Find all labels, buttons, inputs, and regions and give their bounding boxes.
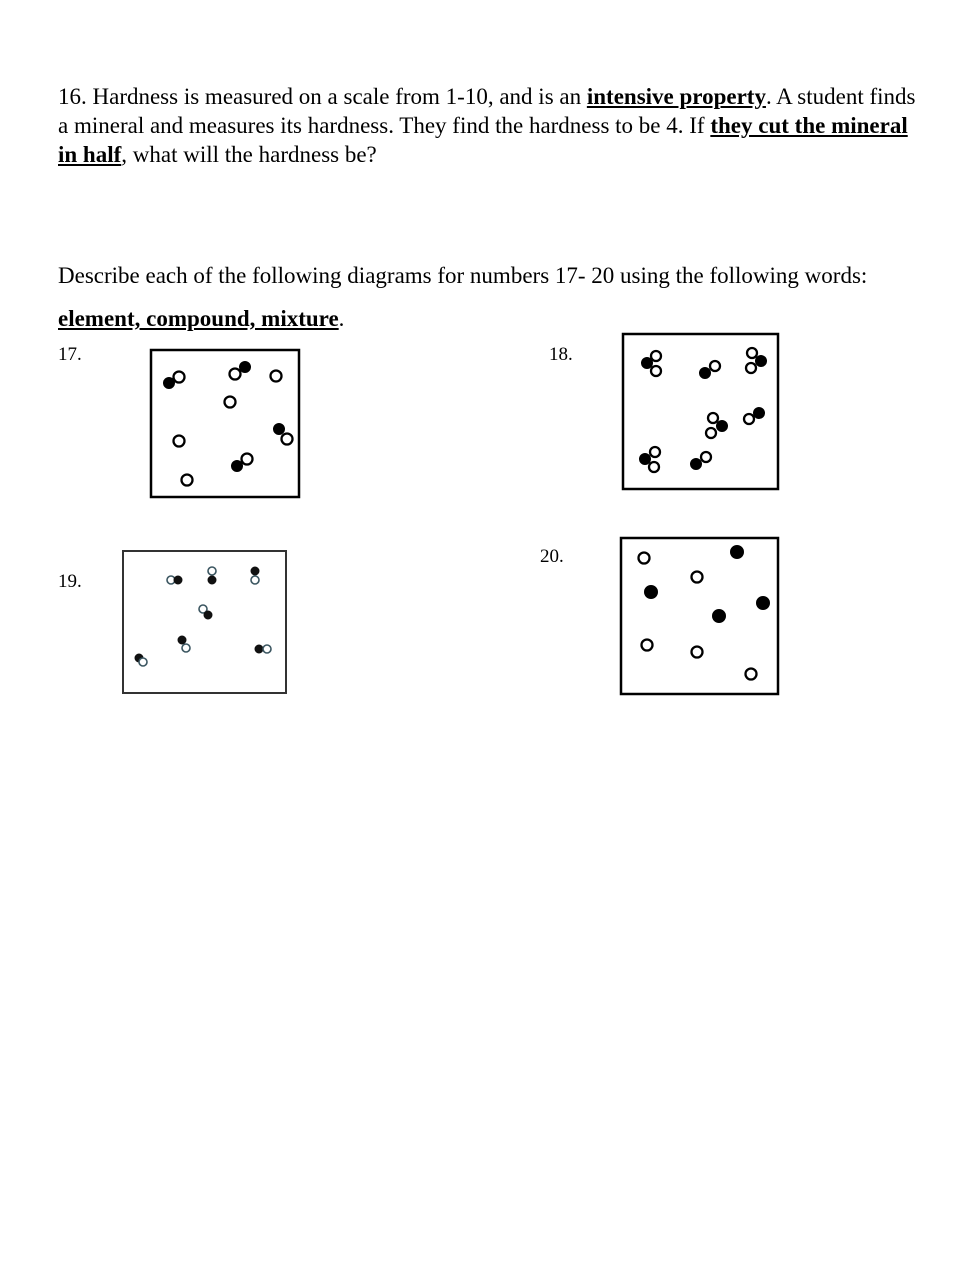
diagram-19-frame xyxy=(123,551,286,693)
question-16 xyxy=(58,82,928,169)
atom-white xyxy=(747,348,757,358)
atom-black xyxy=(645,586,658,599)
instructions-period: . xyxy=(338,306,345,331)
q16-text-1: 16. Hardness is measured on a scale from 1-10, and is an xyxy=(58,84,587,109)
atom-black xyxy=(757,597,770,610)
atom-white xyxy=(701,452,711,462)
atom-white xyxy=(271,371,282,382)
atom-black xyxy=(640,454,651,465)
q16-emphasis-cut-in-half: they cut the mineral in half xyxy=(58,113,908,167)
atom-black xyxy=(756,356,767,367)
atom-black xyxy=(251,567,259,575)
atom-white xyxy=(263,645,271,653)
atom-white xyxy=(174,436,185,447)
atom-white xyxy=(650,447,660,457)
atom-white xyxy=(230,369,241,380)
atom-white xyxy=(282,434,293,445)
atom-white xyxy=(139,658,147,666)
atom-black xyxy=(717,421,728,432)
atom-white xyxy=(649,462,659,472)
atom-white xyxy=(225,397,236,408)
diagram-17-number: 17. xyxy=(58,344,82,365)
atom-white xyxy=(642,640,653,651)
atom-black xyxy=(274,424,285,435)
atom-black xyxy=(208,576,216,584)
atom-white xyxy=(692,572,703,583)
atom-white xyxy=(692,647,703,658)
diagram-20 xyxy=(620,537,779,695)
atom-black xyxy=(204,611,212,619)
atom-black xyxy=(731,546,744,559)
atom-black xyxy=(178,636,186,644)
diagram-18-number: 18. xyxy=(549,344,573,365)
atom-black xyxy=(164,378,175,389)
atom-white xyxy=(251,576,259,584)
atom-white xyxy=(182,475,193,486)
atom-white xyxy=(746,363,756,373)
atom-black xyxy=(700,368,711,379)
q16-text-2: . A student finds a mineral and measures its hardness. They find the hardness to be 4. If xyxy=(58,84,916,138)
atom-white xyxy=(651,366,661,376)
q16-text-3: , what will the hardness be? xyxy=(121,142,377,167)
atom-white xyxy=(651,351,661,361)
atom-white xyxy=(706,428,716,438)
atom-white xyxy=(208,567,216,575)
atom-white xyxy=(639,553,650,564)
atom-black xyxy=(713,610,726,623)
atom-white xyxy=(744,414,754,424)
atom-white xyxy=(710,361,720,371)
diagram-18 xyxy=(622,333,779,490)
diagram-19 xyxy=(122,550,287,694)
atom-white xyxy=(746,669,757,680)
atom-black xyxy=(754,408,765,419)
diagram-19-number: 19. xyxy=(58,571,82,592)
atom-white xyxy=(174,372,185,383)
atom-white xyxy=(182,644,190,652)
atom-black xyxy=(255,645,263,653)
instructions-text: Describe each of the following diagrams for numbers 17- 20 using the following words: xyxy=(58,263,868,288)
instructions-17-20 xyxy=(58,254,938,340)
atom-black xyxy=(691,459,702,470)
atom-white xyxy=(708,413,718,423)
atom-white xyxy=(242,454,253,465)
atom-black xyxy=(232,461,243,472)
instructions-word-list: element, compound, mixture xyxy=(58,306,339,331)
atom-black xyxy=(174,576,182,584)
diagram-20-number: 20. xyxy=(540,546,564,567)
atom-black xyxy=(240,362,251,373)
diagram-17 xyxy=(150,349,300,498)
q16-term-intensive-property: intensive property xyxy=(586,84,766,109)
